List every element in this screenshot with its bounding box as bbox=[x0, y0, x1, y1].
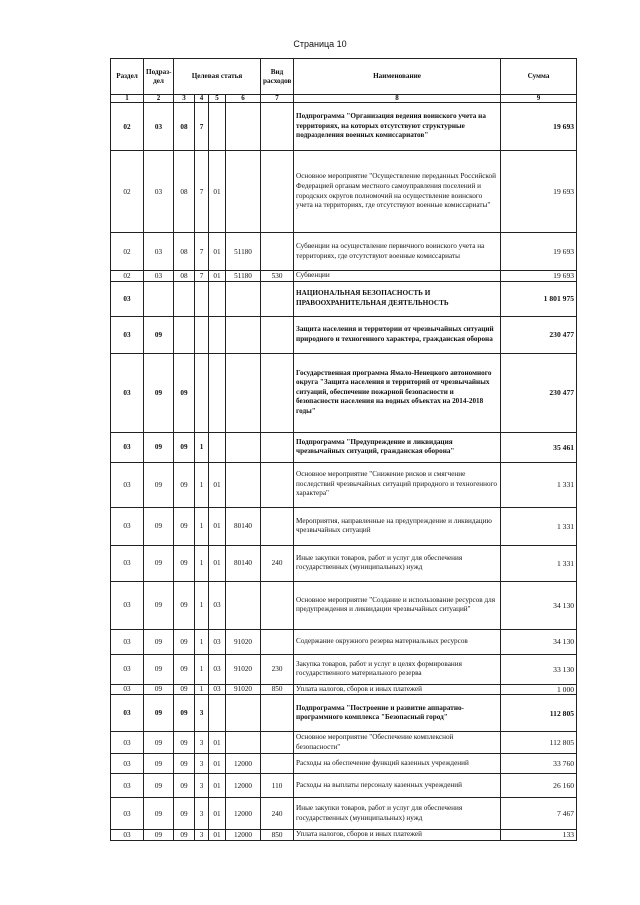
column-number: 8 bbox=[294, 95, 501, 103]
column-number: 6 bbox=[226, 95, 261, 103]
cell-celevaya-3: 01 bbox=[209, 507, 226, 545]
table-row bbox=[111, 103, 577, 151]
column-number-row bbox=[111, 95, 577, 103]
column-number: 4 bbox=[195, 95, 209, 103]
cell-celevaya-2: 1 bbox=[195, 629, 209, 654]
cell-celevaya-1: 08 bbox=[174, 271, 195, 282]
cell-celevaya-1: 09 bbox=[174, 507, 195, 545]
cell-podrazdel: 09 bbox=[144, 353, 174, 432]
cell-naimenovanie: Расходы на выплаты персоналу казенных учреждений bbox=[294, 774, 501, 798]
cell-razdel: 02 bbox=[111, 103, 144, 151]
cell-vid-rashodov bbox=[261, 629, 294, 654]
table-row bbox=[111, 732, 577, 754]
cell-naimenovanie: Субвенции на осуществление первичного воинского учета на территориях, где отсутствуют военные комиссариаты bbox=[294, 233, 501, 271]
table-row bbox=[111, 462, 577, 507]
cell-celevaya-4 bbox=[226, 581, 261, 629]
cell-vid-rashodov: 230 bbox=[261, 654, 294, 684]
cell-razdel: 02 bbox=[111, 151, 144, 233]
cell-celevaya-1: 09 bbox=[174, 830, 195, 841]
cell-vid-rashodov bbox=[261, 151, 294, 233]
cell-summa: 230 477 bbox=[501, 316, 577, 353]
cell-celevaya-4: 12000 bbox=[226, 830, 261, 841]
cell-vid-rashodov bbox=[261, 316, 294, 353]
cell-celevaya-1: 08 bbox=[174, 103, 195, 151]
cell-podrazdel: 09 bbox=[144, 654, 174, 684]
cell-podrazdel: 09 bbox=[144, 507, 174, 545]
cell-podrazdel: 03 bbox=[144, 103, 174, 151]
cell-summa: 34 130 bbox=[501, 581, 577, 629]
cell-celevaya-3 bbox=[209, 316, 226, 353]
cell-celevaya-4 bbox=[226, 151, 261, 233]
column-number: 1 bbox=[111, 95, 144, 103]
cell-celevaya-1: 09 bbox=[174, 732, 195, 754]
cell-celevaya-3: 01 bbox=[209, 233, 226, 271]
cell-podrazdel: 03 bbox=[144, 271, 174, 282]
header-celevaya-statya: Целевая статья bbox=[174, 59, 261, 95]
cell-naimenovanie: Субвенции bbox=[294, 271, 501, 282]
cell-podrazdel: 09 bbox=[144, 695, 174, 732]
cell-summa: 19 693 bbox=[501, 233, 577, 271]
table-row bbox=[111, 684, 577, 695]
column-number: 5 bbox=[209, 95, 226, 103]
cell-razdel: 03 bbox=[111, 732, 144, 754]
cell-vid-rashodov bbox=[261, 581, 294, 629]
table-row bbox=[111, 774, 577, 798]
table-row bbox=[111, 581, 577, 629]
cell-razdel: 03 bbox=[111, 281, 144, 316]
table-row bbox=[111, 353, 577, 432]
column-number: 7 bbox=[261, 95, 294, 103]
table-row bbox=[111, 316, 577, 353]
cell-naimenovanie: Подпрограмма "Построение и развитие аппаратно-программного комплекса "Безопасный город" bbox=[294, 695, 501, 732]
cell-naimenovanie: Государственная программа Ямало-Ненецкого автономного округа "Защита населения и территорий от чрезвычайных ситуаций, обеспечение пожарной безопасности и безопасности населения на водных объектах на 2014-2018 годы" bbox=[294, 353, 501, 432]
cell-razdel: 03 bbox=[111, 507, 144, 545]
cell-celevaya-2: 1 bbox=[195, 462, 209, 507]
cell-vid-rashodov bbox=[261, 754, 294, 774]
cell-summa: 1 331 bbox=[501, 462, 577, 507]
table-row bbox=[111, 545, 577, 581]
cell-celevaya-1: 08 bbox=[174, 151, 195, 233]
cell-celevaya-4: 80140 bbox=[226, 545, 261, 581]
cell-celevaya-2 bbox=[195, 316, 209, 353]
cell-celevaya-1 bbox=[174, 281, 195, 316]
cell-celevaya-4: 91020 bbox=[226, 654, 261, 684]
cell-celevaya-4: 51180 bbox=[226, 271, 261, 282]
cell-naimenovanie: Подпрограмма "Предупреждение и ликвидация чрезвычайных ситуаций, гражданская оборона" bbox=[294, 432, 501, 462]
table-body bbox=[111, 103, 577, 841]
cell-celevaya-2: 3 bbox=[195, 774, 209, 798]
cell-celevaya-4: 80140 bbox=[226, 507, 261, 545]
cell-razdel: 03 bbox=[111, 353, 144, 432]
cell-celevaya-3: 03 bbox=[209, 654, 226, 684]
cell-celevaya-2: 1 bbox=[195, 545, 209, 581]
cell-vid-rashodov bbox=[261, 353, 294, 432]
table-row bbox=[111, 281, 577, 316]
table-row bbox=[111, 629, 577, 654]
cell-vid-rashodov bbox=[261, 732, 294, 754]
cell-celevaya-2: 3 bbox=[195, 695, 209, 732]
cell-summa: 1 331 bbox=[501, 545, 577, 581]
cell-razdel: 03 bbox=[111, 684, 144, 695]
cell-celevaya-3: 01 bbox=[209, 798, 226, 830]
cell-celevaya-1: 08 bbox=[174, 233, 195, 271]
cell-celevaya-4 bbox=[226, 281, 261, 316]
cell-celevaya-2: 7 bbox=[195, 103, 209, 151]
cell-celevaya-1: 09 bbox=[174, 684, 195, 695]
table-row bbox=[111, 754, 577, 774]
cell-summa: 19 693 bbox=[501, 271, 577, 282]
table-row bbox=[111, 233, 577, 271]
cell-razdel: 03 bbox=[111, 798, 144, 830]
cell-naimenovanie: Основное мероприятие "Обеспечение комплексной безопасности" bbox=[294, 732, 501, 754]
header-podrazdel: Подраз-дел bbox=[144, 59, 174, 95]
cell-summa: 33 760 bbox=[501, 754, 577, 774]
cell-celevaya-4 bbox=[226, 353, 261, 432]
cell-summa: 133 bbox=[501, 830, 577, 841]
cell-naimenovanie: Защита населения и территории от чрезвычайных ситуаций природного и техногенного характера, гражданская оборона bbox=[294, 316, 501, 353]
cell-celevaya-3: 01 bbox=[209, 545, 226, 581]
cell-naimenovanie: Иные закупки товаров, работ и услуг для обеспечения государственных (муниципальных) нужд bbox=[294, 545, 501, 581]
cell-celevaya-2 bbox=[195, 353, 209, 432]
cell-celevaya-3 bbox=[209, 353, 226, 432]
header-naimenovanie: Наименование bbox=[294, 59, 501, 95]
table-row bbox=[111, 654, 577, 684]
cell-celevaya-4: 91020 bbox=[226, 684, 261, 695]
cell-celevaya-2: 1 bbox=[195, 684, 209, 695]
cell-celevaya-1 bbox=[174, 316, 195, 353]
cell-razdel: 03 bbox=[111, 462, 144, 507]
cell-celevaya-3: 03 bbox=[209, 684, 226, 695]
cell-celevaya-3 bbox=[209, 103, 226, 151]
cell-naimenovanie: Подпрограмма "Организация ведения воинского учета на территориях, на которых отсутствуют структурные подразделения военных комиссариатов" bbox=[294, 103, 501, 151]
cell-naimenovanie: Расходы на обеспечение функций казенных учреждений bbox=[294, 754, 501, 774]
header-vid-rashodov: Вид расходов bbox=[261, 59, 294, 95]
cell-vid-rashodov bbox=[261, 507, 294, 545]
page-number-label: Страница 10 bbox=[293, 39, 347, 49]
cell-celevaya-3 bbox=[209, 695, 226, 732]
cell-razdel: 03 bbox=[111, 545, 144, 581]
cell-vid-rashodov: 240 bbox=[261, 545, 294, 581]
cell-naimenovanie: НАЦИОНАЛЬНАЯ БЕЗОПАСНОСТЬ И ПРАВООХРАНИТЕЛЬНАЯ ДЕЯТЕЛЬНОСТЬ bbox=[294, 281, 501, 316]
cell-vid-rashodov: 110 bbox=[261, 774, 294, 798]
cell-podrazdel: 09 bbox=[144, 581, 174, 629]
cell-razdel: 03 bbox=[111, 432, 144, 462]
column-number: 2 bbox=[144, 95, 174, 103]
cell-naimenovanie: Закупка товаров, работ и услуг в целях формирования государственного материального резерва bbox=[294, 654, 501, 684]
cell-celevaya-3: 03 bbox=[209, 581, 226, 629]
cell-celevaya-1: 09 bbox=[174, 654, 195, 684]
cell-summa: 112 805 bbox=[501, 732, 577, 754]
cell-celevaya-1: 09 bbox=[174, 462, 195, 507]
cell-podrazdel: 09 bbox=[144, 754, 174, 774]
cell-vid-rashodov: 850 bbox=[261, 684, 294, 695]
cell-podrazdel: 09 bbox=[144, 629, 174, 654]
cell-celevaya-1: 09 bbox=[174, 629, 195, 654]
cell-celevaya-3: 01 bbox=[209, 754, 226, 774]
cell-razdel: 02 bbox=[111, 271, 144, 282]
cell-celevaya-2: 7 bbox=[195, 151, 209, 233]
cell-vid-rashodov: 530 bbox=[261, 271, 294, 282]
cell-celevaya-4: 91020 bbox=[226, 629, 261, 654]
cell-summa: 19 693 bbox=[501, 151, 577, 233]
cell-podrazdel: 09 bbox=[144, 732, 174, 754]
cell-razdel: 03 bbox=[111, 830, 144, 841]
cell-celevaya-1: 09 bbox=[174, 432, 195, 462]
cell-vid-rashodov bbox=[261, 233, 294, 271]
cell-summa: 112 805 bbox=[501, 695, 577, 732]
cell-naimenovanie: Основное мероприятие "Снижение рисков и смягчение последствий чрезвычайных ситуаций природного и техногенного характера" bbox=[294, 462, 501, 507]
cell-summa: 1 801 975 bbox=[501, 281, 577, 316]
column-number: 3 bbox=[174, 95, 195, 103]
cell-summa: 19 693 bbox=[501, 103, 577, 151]
cell-vid-rashodov bbox=[261, 695, 294, 732]
cell-celevaya-4 bbox=[226, 316, 261, 353]
cell-celevaya-1: 09 bbox=[174, 695, 195, 732]
column-number: 9 bbox=[501, 95, 577, 103]
cell-celevaya-3: 01 bbox=[209, 830, 226, 841]
cell-summa: 26 160 bbox=[501, 774, 577, 798]
table-row bbox=[111, 695, 577, 732]
cell-celevaya-2: 3 bbox=[195, 798, 209, 830]
cell-celevaya-1: 09 bbox=[174, 545, 195, 581]
cell-vid-rashodov: 240 bbox=[261, 798, 294, 830]
cell-vid-rashodov bbox=[261, 281, 294, 316]
cell-podrazdel: 03 bbox=[144, 151, 174, 233]
cell-razdel: 02 bbox=[111, 233, 144, 271]
cell-podrazdel: 09 bbox=[144, 316, 174, 353]
cell-summa: 34 130 bbox=[501, 629, 577, 654]
table-row bbox=[111, 830, 577, 841]
cell-celevaya-2: 7 bbox=[195, 233, 209, 271]
cell-podrazdel bbox=[144, 281, 174, 316]
cell-podrazdel: 09 bbox=[144, 432, 174, 462]
cell-celevaya-3 bbox=[209, 281, 226, 316]
cell-celevaya-2: 3 bbox=[195, 732, 209, 754]
cell-razdel: 03 bbox=[111, 629, 144, 654]
cell-vid-rashodov bbox=[261, 103, 294, 151]
cell-celevaya-2: 3 bbox=[195, 754, 209, 774]
cell-podrazdel: 09 bbox=[144, 545, 174, 581]
cell-celevaya-2: 1 bbox=[195, 654, 209, 684]
cell-celevaya-2: 1 bbox=[195, 581, 209, 629]
cell-razdel: 03 bbox=[111, 774, 144, 798]
cell-vid-rashodov: 850 bbox=[261, 830, 294, 841]
cell-celevaya-3: 03 bbox=[209, 629, 226, 654]
cell-naimenovanie: Уплата налогов, сборов и иных платежей bbox=[294, 684, 501, 695]
cell-celevaya-3: 01 bbox=[209, 774, 226, 798]
cell-celevaya-4: 12000 bbox=[226, 774, 261, 798]
cell-podrazdel: 09 bbox=[144, 798, 174, 830]
cell-celevaya-1: 09 bbox=[174, 353, 195, 432]
cell-razdel: 03 bbox=[111, 654, 144, 684]
cell-summa: 35 461 bbox=[501, 432, 577, 462]
table-row bbox=[111, 798, 577, 830]
cell-celevaya-4: 12000 bbox=[226, 798, 261, 830]
cell-summa: 33 130 bbox=[501, 654, 577, 684]
cell-celevaya-4 bbox=[226, 462, 261, 507]
budget-table bbox=[110, 58, 577, 841]
cell-celevaya-3: 01 bbox=[209, 732, 226, 754]
cell-vid-rashodov bbox=[261, 432, 294, 462]
cell-celevaya-4 bbox=[226, 695, 261, 732]
table-row bbox=[111, 151, 577, 233]
cell-razdel: 03 bbox=[111, 316, 144, 353]
cell-podrazdel: 09 bbox=[144, 830, 174, 841]
cell-celevaya-2 bbox=[195, 281, 209, 316]
cell-podrazdel: 03 bbox=[144, 233, 174, 271]
cell-celevaya-3: 01 bbox=[209, 462, 226, 507]
table-row bbox=[111, 271, 577, 282]
cell-naimenovanie: Уплата налогов, сборов и иных платежей bbox=[294, 830, 501, 841]
cell-razdel: 03 bbox=[111, 754, 144, 774]
cell-summa: 1 000 bbox=[501, 684, 577, 695]
cell-naimenovanie: Иные закупки товаров, работ и услуг для обеспечения государственных (муниципальных) нужд bbox=[294, 798, 501, 830]
header-summa: Сумма bbox=[501, 59, 577, 95]
cell-razdel: 03 bbox=[111, 581, 144, 629]
header-row bbox=[111, 59, 577, 95]
cell-naimenovanie: Основное мероприятие "Осуществление переданных Российской Федерацией органам местного самоуправления поселений и городских округов полномочий на осуществление воинского учета на территориях, где отсутствуют военные комиссариаты" bbox=[294, 151, 501, 233]
cell-celevaya-1: 09 bbox=[174, 754, 195, 774]
cell-celevaya-2: 7 bbox=[195, 271, 209, 282]
cell-celevaya-2: 1 bbox=[195, 432, 209, 462]
cell-naimenovanie: Мероприятия, направленные на предупреждение и ликвидацию чрезвычайных ситуаций bbox=[294, 507, 501, 545]
table-row bbox=[111, 507, 577, 545]
cell-naimenovanie: Содержание окружного резерва материальных ресурсов bbox=[294, 629, 501, 654]
cell-summa: 1 331 bbox=[501, 507, 577, 545]
cell-podrazdel: 09 bbox=[144, 774, 174, 798]
cell-vid-rashodov bbox=[261, 462, 294, 507]
cell-celevaya-4 bbox=[226, 432, 261, 462]
cell-naimenovanie: Основное мероприятие "Создание и использование ресурсов для предупреждения и ликвидации чрезвычайных ситуаций" bbox=[294, 581, 501, 629]
cell-celevaya-4: 12000 bbox=[226, 754, 261, 774]
cell-celevaya-4: 51180 bbox=[226, 233, 261, 271]
cell-summa: 7 467 bbox=[501, 798, 577, 830]
cell-summa: 230 477 bbox=[501, 353, 577, 432]
cell-celevaya-3: 01 bbox=[209, 151, 226, 233]
cell-celevaya-2: 1 bbox=[195, 507, 209, 545]
cell-celevaya-3 bbox=[209, 432, 226, 462]
cell-celevaya-1: 09 bbox=[174, 581, 195, 629]
cell-celevaya-4 bbox=[226, 732, 261, 754]
table-row bbox=[111, 432, 577, 462]
cell-podrazdel: 09 bbox=[144, 462, 174, 507]
cell-celevaya-1: 09 bbox=[174, 798, 195, 830]
cell-podrazdel: 09 bbox=[144, 684, 174, 695]
cell-celevaya-1: 09 bbox=[174, 774, 195, 798]
cell-razdel: 03 bbox=[111, 695, 144, 732]
header-razdel: Раздел bbox=[111, 59, 144, 95]
cell-celevaya-2: 3 bbox=[195, 830, 209, 841]
cell-celevaya-3: 01 bbox=[209, 271, 226, 282]
cell-celevaya-4 bbox=[226, 103, 261, 151]
